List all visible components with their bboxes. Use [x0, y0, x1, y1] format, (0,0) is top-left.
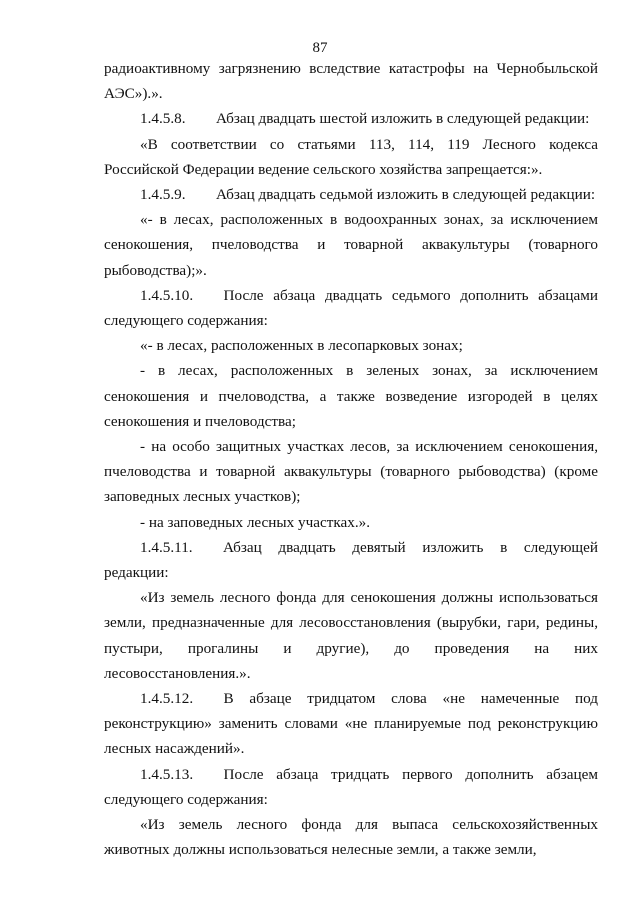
clause-1-4-5-13: 1.4.5.13. После абзаца тридцать первого дополнить абзацем следующего содержания: — [104, 765, 598, 808]
list-item: - в лесах, расположенных в зеленых зонах, за исключением сенокошения и пчеловодства, а также возведение изгородей в целях сенокошения и пчеловодства; — [104, 362, 598, 430]
clause-1-4-5-10: 1.4.5.10. После абзаца двадцать седьмого дополнить абзацами следующего содержания: — [104, 286, 598, 330]
list-item: «- в лесах, расположенных в лесопарковых зонах; — [140, 337, 463, 355]
clause-1-4-5-9: 1.4.5.9. Абзац двадцать седьмой изложить в следующей редакции: — [140, 186, 596, 204]
quoted-paragraph: «В соответствии со статьями 113, 114, 119 Лесного кодекса Российской Федерации ведение сельского хозяйства запрещается:». — [104, 135, 598, 178]
quoted-paragraph: «- в лесах, расположенных в водоохранных зонах, за исключением сенокошения, пчеловодства и товарной аквакультуры (товарного рыбоводства);». — [104, 211, 598, 279]
list-item: - на особо защитных участках лесов, за исключением сенокошения, пчеловодства и товарной аквакультуры (товарного рыбоводства) (кроме заповедных лесных участков); — [104, 438, 598, 506]
quoted-paragraph: «Из земель лесного фонда для сенокошения должны использоваться земли, предназначенные для лесовосстановления (вырубки, гари, редины, пустыри, прогалины и другие), до проведения на них лесовосстановления.». — [104, 589, 598, 682]
clause-1-4-5-8: 1.4.5.8. Абзац двадцать шестой изложить в следующей редакции: — [140, 110, 590, 128]
paragraph-continuation: радиоактивному загрязнению вследствие катастрофы на Чернобыльской АЭС»).». — [104, 60, 598, 103]
page-number: 87 — [312, 40, 328, 56]
clause-1-4-5-12: 1.4.5.12. В абзаце тридцатом слова «не намеченные под реконструкцию» заменить словами «не планируемые под реконструкцию лесных насаждений». — [104, 690, 598, 758]
quoted-paragraph: «Из земель лесного фонда для выпаса сельскохозяйственных животных должны использоваться нелесные земли, а также земли, — [104, 816, 598, 859]
clause-1-4-5-11: 1.4.5.11. Абзац двадцать девятый изложить в следующей редакции: — [104, 538, 598, 582]
list-item: - на заповедных лесных участках.». — [140, 513, 371, 531]
document-body — [104, 56, 598, 863]
